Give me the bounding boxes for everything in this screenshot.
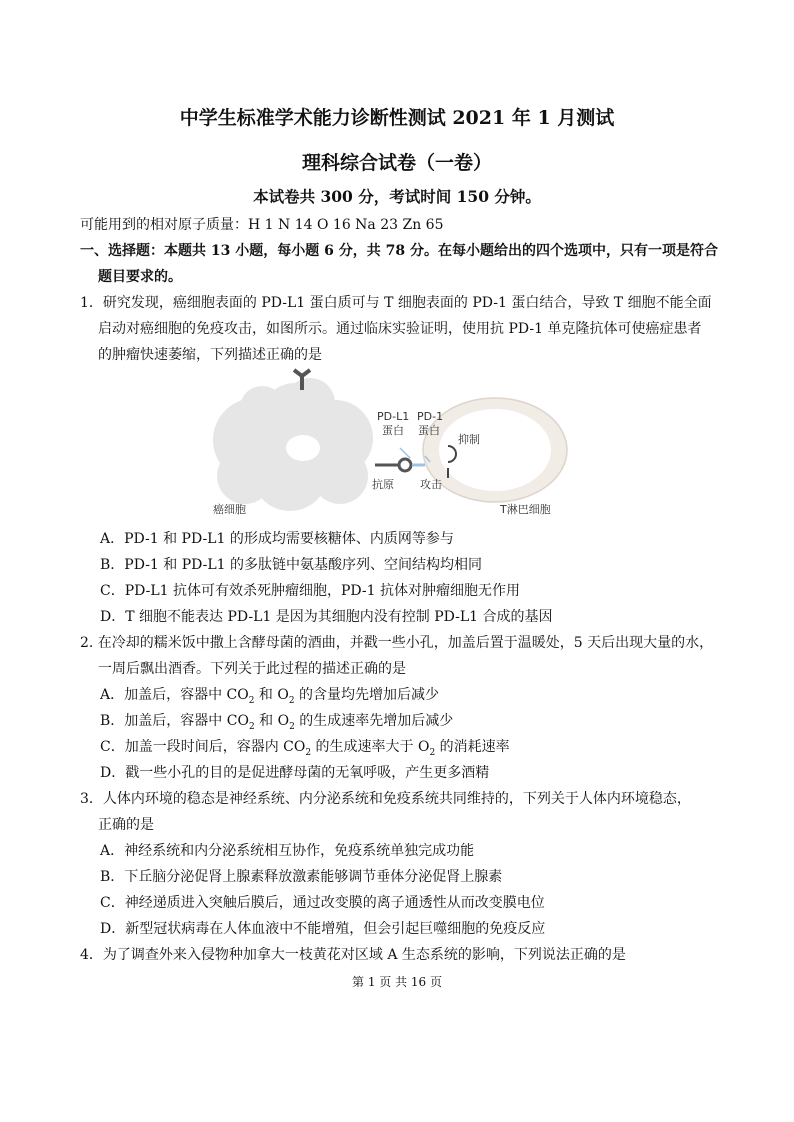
attack-label: 攻击	[420, 478, 442, 491]
t-cell-label: T淋巴细胞	[500, 503, 551, 516]
cancer-cell	[213, 378, 373, 511]
q1-stem-line3: 的肿瘤快速萎缩，下列描述正确的是	[98, 347, 322, 363]
pd1-label-2: 蛋白	[418, 424, 440, 437]
q3-stem-line1: 3．人体内环境的稳态是神经系统、内分泌系统和免疫系统共同维持的，下列关于人体内环境稳态，	[80, 791, 691, 807]
q1-option-b: B．PD-1 和 PD-L1 的多肽链中氨基酸序列、空间结构均相同	[100, 557, 483, 573]
antigen-label: 抗原	[372, 478, 394, 491]
t-cell	[423, 398, 567, 502]
pdl1-pd1-binding-icon	[375, 448, 430, 471]
q3-option-d: D．新型冠状病毒在人体血液中不能增殖，但会引起巨噬细胞的免疫反应	[100, 921, 546, 937]
atomic-masses: 可能用到的相对原子质量：H 1 N 14 O 16 Na 23 Zn 65	[80, 217, 444, 233]
q2-option-d: D．戳一些小孔的目的是促进酵母菌的无氧呼吸，产生更多酒精	[100, 765, 490, 781]
exam-subtitle: 理科综合试卷（一卷）	[301, 152, 492, 174]
q1-option-d: D．T 细胞不能表达 PD-L1 是因为其细胞内没有控制 PD-L1 合成的基因	[100, 609, 553, 625]
q3-option-c: C．神经递质进入突触后膜后，通过改变膜的离子通透性从而改变膜电位	[100, 895, 545, 911]
exam-info: 本试卷共 300 分，考试时间 150 分钟。	[253, 187, 541, 206]
pdl1-label-2: 蛋白	[382, 424, 404, 437]
q1-option-c: C．PD-L1 抗体可有效杀死肿瘤细胞，PD-1 抗体对肿瘤细胞无作用	[100, 583, 520, 599]
q2-option-a: A．加盖后，容器中 $CO_2$ 和 $O_2$ 的含量均先增加后减少	[100, 687, 440, 706]
section-heading: 一、选择题：本题共 13 小题，每小题 6 分，共 78 分。在每小题给出的四个选项中，只有一项是符合	[80, 243, 718, 259]
q2-stem-line1: 2. 在冷却的糯米饭中撒上含酵母菌的酒曲，并戳一些小孔，加盖后置于温暖处，5 天后出现大量的水，	[80, 635, 714, 651]
q3-option-a: A．神经系统和内分泌系统相互协作，免疫系统单独完成功能	[100, 843, 475, 859]
q1-stem-line2: 启动对癌细胞的免疫攻击，如图所示。通过临床实验证明，使用抗 PD-1 单克隆抗体可使癌症患者	[98, 321, 702, 337]
q1-stem-line1: 1．研究发现，癌细胞表面的 PD-L1 蛋白质可与 T 细胞表面的 PD-1 蛋白结合，导致 T 细胞不能全面	[80, 295, 712, 311]
section-heading-cont: 题目要求的。	[98, 269, 182, 285]
q3-stem-line2: 正确的是	[98, 817, 154, 833]
exam-title: 中学生标准学术能力诊断性测试 2021 年 1 月测试	[179, 107, 615, 129]
inhibit-label: 抑制	[458, 433, 480, 446]
q4-stem-line1: 4．为了调查外来入侵物种加拿大一枝黄花对区域 A 生态系统的影响，下列说法正确的是	[80, 947, 626, 963]
q2-option-b: B．加盖后，容器中 $CO_2$ 和 $O_2$ 的生成速率先增加后减少	[100, 713, 454, 732]
page-footer: 第 1 页 共 16 页	[352, 975, 442, 989]
q1-option-a: A．PD-1 和 PD-L1 的形成均需要核糖体、内质网等参与	[100, 531, 454, 547]
q2-stem-line2: 一周后飘出酒香。下列关于此过程的描述正确的是	[98, 661, 406, 677]
q1-figure	[200, 368, 570, 523]
pdl1-label: PD-L1	[377, 410, 410, 423]
q3-option-b: B．下丘脑分泌促肾上腺素释放激素能够调节垂体分泌促肾上腺素	[100, 869, 503, 885]
pd1-label: PD-1	[417, 410, 444, 423]
cancer-cell-label: 癌细胞	[213, 503, 246, 516]
q2-option-c: C．加盖一段时间后，容器内 $CO_2$ 的生成速率大于 $O_2$ 的消耗速率	[100, 739, 510, 758]
